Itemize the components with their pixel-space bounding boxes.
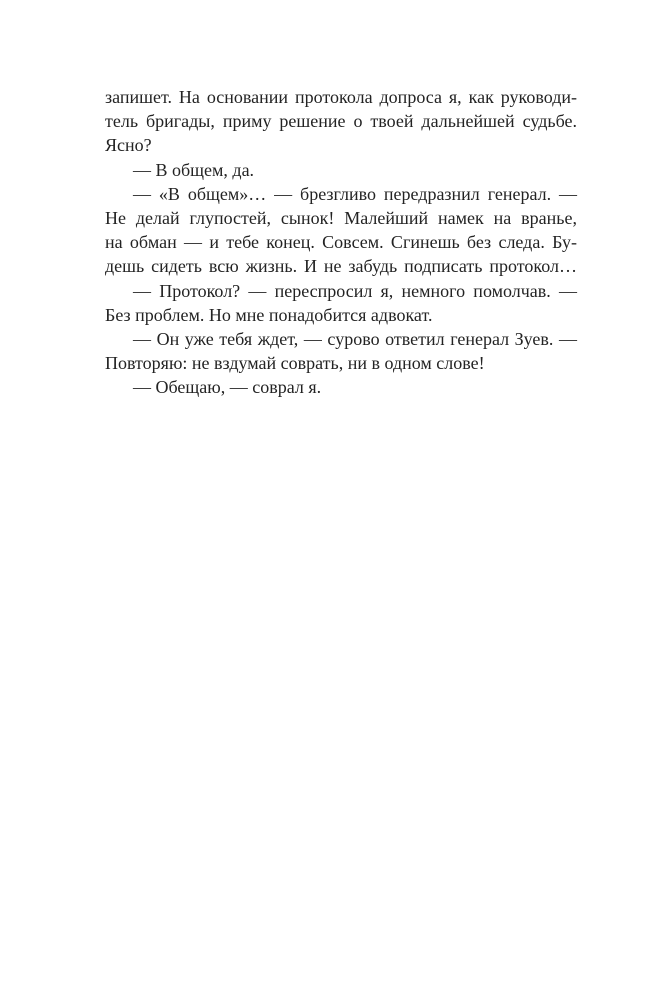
text-line: Без проблем. Но мне понадобится адвокат. [105, 304, 433, 325]
text-line: — Он уже тебя ждет, — сурово ответил генерал Зуев. — [133, 328, 577, 349]
text-line: на обман — и тебе конец. Совсем. Сгинешь без следа. Бу- [105, 232, 577, 253]
text-line: — «В общем»… — брезгливо передразнил генерал. — [133, 183, 577, 204]
text-block [105, 85, 577, 399]
text-line: Не делай глупостей, сынок! Малейший намек на вранье, [105, 207, 577, 228]
text-line: Ясно? [105, 135, 152, 156]
text-line: — В общем, да. [133, 159, 255, 180]
text-line: — Обещаю, — соврал я. [133, 377, 322, 398]
text-line: запишет. На основании протокола допроса я, как руководи- [105, 87, 577, 107]
text-line: тель бригады, приму решение о твоей дальнейшей судьбе. [105, 111, 577, 132]
text-line: — Протокол? — переспросил я, немного помолчав. — [133, 280, 577, 301]
text-line: Повторяю: не вздумай соврать, ни в одном слове! [105, 353, 485, 374]
text-line: дешь сидеть всю жизнь. И не забудь подписать протокол… [105, 256, 577, 277]
